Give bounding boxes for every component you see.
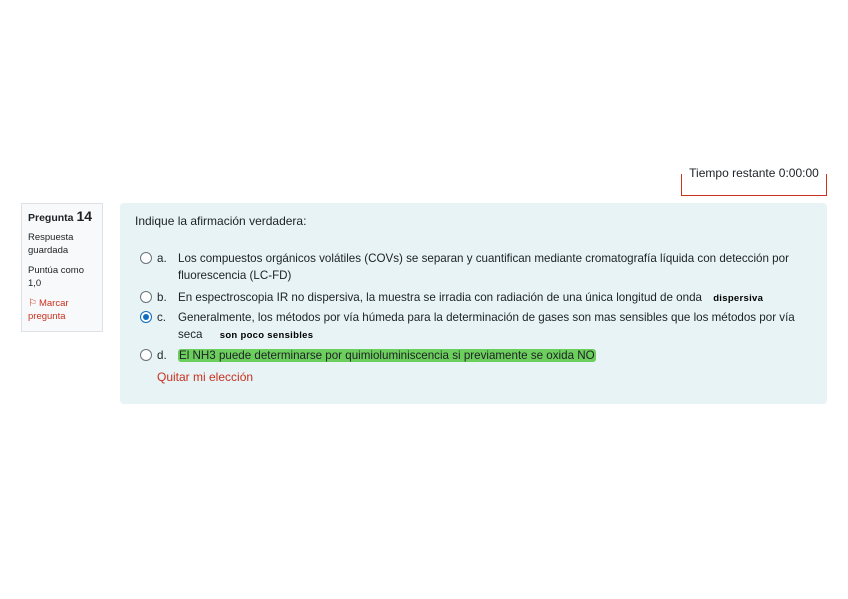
question-number-value: 14: [76, 208, 93, 224]
question-content: [120, 203, 827, 404]
timer-box: [681, 166, 827, 196]
question-grade: Puntúa como 1,0: [28, 265, 84, 289]
question-label: Pregunta: [28, 212, 74, 224]
option-text: El NH3 puede determinarse por quimioluminiscencia si previamente se oxida NO: [179, 349, 595, 362]
option-letter: b.: [157, 291, 167, 304]
option-letter: d.: [157, 349, 167, 362]
clear-choice-link[interactable]: Quitar mi elección: [157, 370, 254, 384]
question-info-panel: [21, 203, 103, 332]
option-letter: a.: [157, 252, 167, 265]
radio-c[interactable]: [140, 311, 152, 323]
handwritten-annotation: dispersiva: [713, 293, 764, 304]
flag-question-link[interactable]: [28, 297, 96, 323]
flag-label: Marcar pregunta: [28, 298, 69, 322]
radio-d[interactable]: [140, 349, 152, 361]
radio-a[interactable]: [140, 252, 152, 264]
option-text: En espectroscopia IR no dispersiva, la muestra se irradia con radiación de una única longitud de onda: [178, 291, 702, 304]
option-text: Los compuestos orgánicos volátiles (COVs) se separan y cuantifican mediante cromatografía líquida con detección por fluorescencia (LC-FD): [178, 252, 789, 282]
option-letter: c.: [157, 311, 167, 324]
option-text: Generalmente, los métodos por vía húmeda para la determinación de gases son mas sensibles que los métodos por vía seca: [178, 311, 795, 341]
question-number: [28, 210, 96, 225]
question-text: Indique la afirmación verdadera:: [135, 214, 307, 228]
flag-icon: ⚐: [28, 298, 37, 309]
handwritten-annotation: son poco sensibles: [219, 330, 314, 341]
question-state: Respuesta guardada: [28, 232, 74, 256]
radio-b[interactable]: [140, 291, 152, 303]
timer-label: Tiempo restante 0:00:00: [689, 166, 819, 180]
